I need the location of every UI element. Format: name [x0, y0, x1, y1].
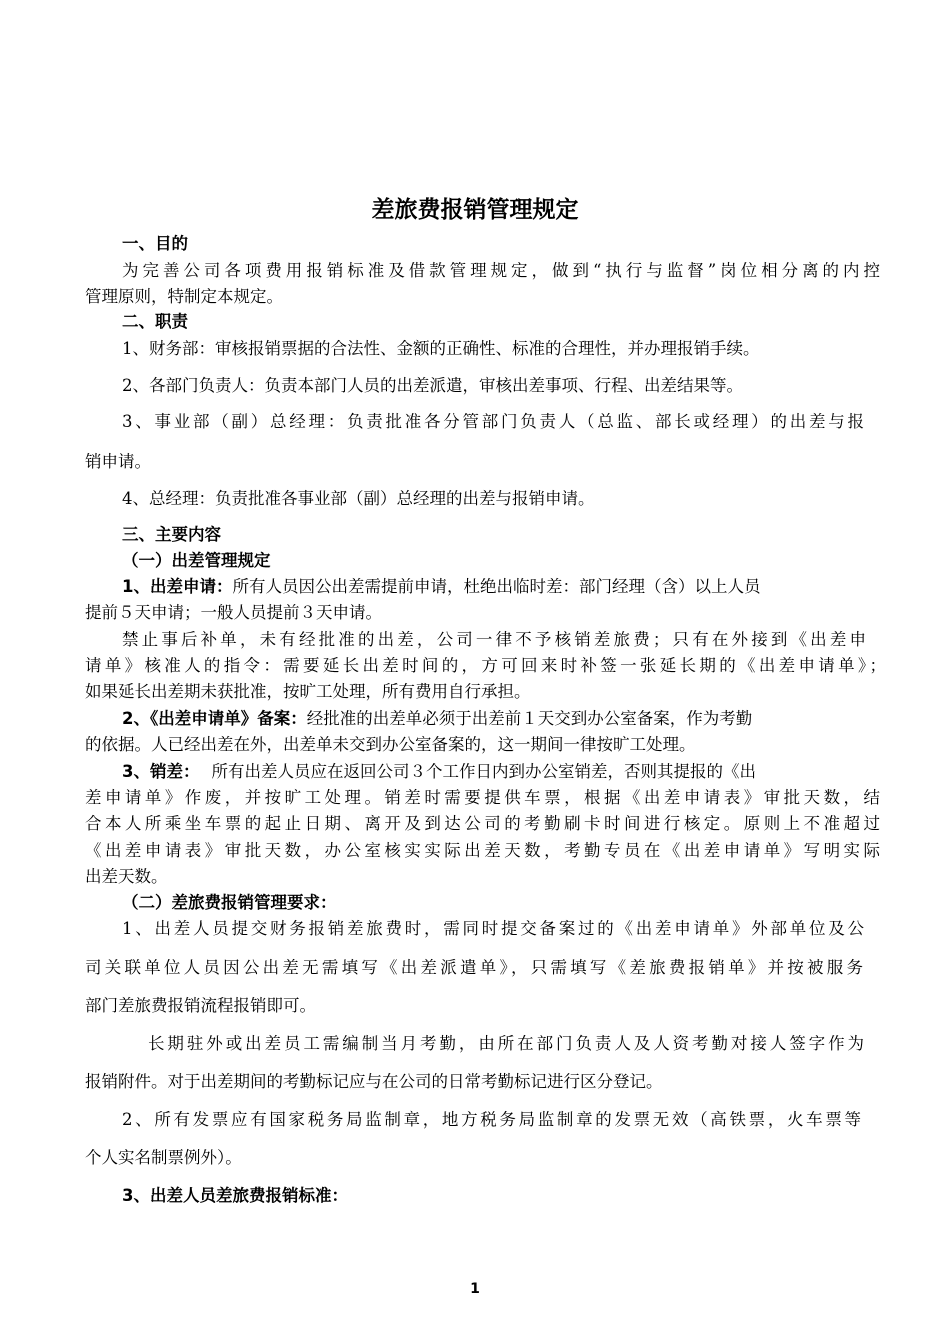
trip-closing-line-2: 差申请单》作废，并按旷工处理。销差时需要提供车票，根据《出差申请表》审批天数，结 — [85, 788, 880, 807]
trip-closing-line-1 — [122, 761, 756, 783]
trip-closing-label: 3、销差： — [122, 762, 200, 781]
document-title: 差旅费报销管理规定 — [371, 197, 579, 223]
reimbursement-standard-heading: 3、出差人员差旅费报销标准： — [122, 1186, 348, 1205]
invoice-rule-line-1: 2、所有发票应有国家税务局监制章，地方税务局监制章的发票无效（高铁票，火车票等 — [122, 1110, 861, 1129]
invoice-rule-line-2: 个人实名制票例外）。 — [85, 1148, 242, 1167]
subsection-heading-reimbursement: （二）差旅费报销管理要求： — [122, 893, 337, 912]
no-backfill-line-2: 请单》核准人的指令：需要延长出差时间的，方可回来时补签一张延长期的《出差申请单》； — [85, 656, 886, 675]
reimbursement-item-1-line-1: 1、出差人员提交财务报销差旅费时，需同时提交备案过的《出差申请单》外部单位及公 — [122, 919, 864, 938]
travel-application-label: 1、出差申请： — [122, 577, 233, 596]
travel-application-line-2: 提前５天申请；一般人员提前３天申请。 — [85, 603, 382, 622]
trip-closing-line-4: 《出差申请表》审批天数，办公室核实实际出差天数，考勤专员在《出差申请单》写明实际 — [85, 841, 880, 860]
responsibility-item-gm: 4、总经理：负责批准各事业部（副）总经理的出差与报销申请。 — [122, 489, 595, 508]
no-backfill-line-3: 如果延长出差期未获批准，按旷工处理，所有费用自行承担。 — [85, 682, 531, 701]
no-backfill-line-1: 禁止事后补单，未有经批准的出差，公司一律不予核销差旅费；只有在外接到《出差申 — [122, 630, 866, 649]
application-filing-text: 经批准的出差单必须于出差前１天交到办公室备案，作为考勤 — [306, 709, 753, 728]
page-number: 1 — [470, 1281, 480, 1297]
trip-closing-line-5: 出差天数。 — [85, 867, 168, 886]
section-heading-main-content: 三、主要内容 — [122, 525, 221, 544]
responsibility-item-bu-gm-line-1: 3、事业部（副）总经理：负责批准各分管部门负责人（总监、部长或经理）的出差与报 — [122, 412, 864, 431]
reimbursement-item-1-line-3: 部门差旅费报销流程报销即可。 — [85, 996, 316, 1015]
travel-application-line-1 — [122, 576, 760, 598]
responsibility-item-dept-heads: 2、各部门负责人：负责本部门人员的出差派遣，审核出差事项、行程、出差结果等。 — [122, 376, 743, 395]
application-filing-line-2: 的依据。人已经出差在外，出差单未交到办公室备案的，这一期间一律按旷工处理。 — [85, 735, 696, 754]
long-term-attendance-line-2: 报销附件。对于出差期间的考勤标记应与在公司的日常考勤标记进行区分登记。 — [85, 1072, 663, 1091]
purpose-paragraph-line-2: 管理原则，特制定本规定。 — [85, 287, 283, 306]
section-heading-responsibilities: 二、职责 — [122, 312, 188, 331]
application-filing-line-1 — [122, 708, 752, 730]
purpose-paragraph-line-1: 为完善公司各项费用报销标准及借款管理规定，做到“执行与监督”岗位相分离的内控 — [122, 261, 880, 280]
travel-application-text: 所有人员因公出差需提前申请，杜绝出临时差：部门经理（含）以上人员 — [232, 577, 761, 596]
section-heading-purpose: 一、目的 — [122, 234, 188, 253]
trip-closing-text: 所有出差人员应在返回公司３个工作日内到办公室销差，否则其提报的《出 — [211, 762, 756, 781]
responsibility-item-bu-gm-line-2: 销申请。 — [85, 452, 151, 471]
application-filing-label: 2、《出差申请单》备案： — [122, 709, 307, 728]
reimbursement-item-1-line-2: 司关联单位人员因公出差无需填写《出差派遣单》，只需填写《差旅费报销单》并按被服务 — [85, 958, 863, 977]
subsection-heading-travel-rules: （一）出差管理规定 — [122, 551, 271, 570]
trip-closing-line-3: 合本人所乘坐车票的起止日期、离开及到达公司的考勤刷卡时间进行核定。原则上不准超过 — [85, 814, 880, 833]
responsibility-item-finance: 1、财务部：审核报销票据的合法性、金额的正确性、标准的合理性，并办理报销手续。 — [122, 339, 760, 358]
long-term-attendance-line-1: 长期驻外或出差员工需编制当月考勤，由所在部门负责人及人资考勤对接人签字作为 — [148, 1034, 864, 1053]
